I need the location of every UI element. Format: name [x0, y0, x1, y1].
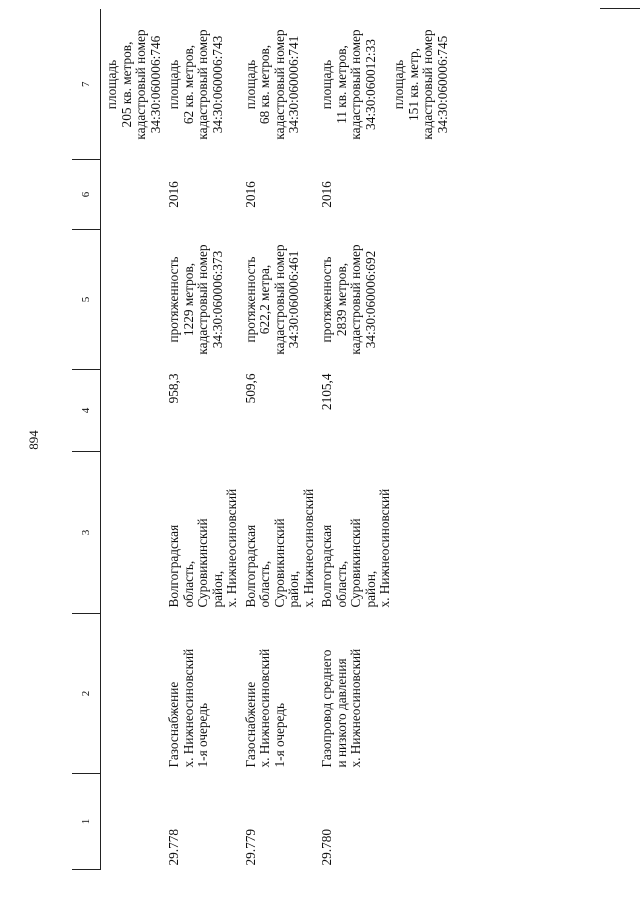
- object-notes-line: кадастровый номер: [133, 29, 148, 140]
- column-header-6: 6: [72, 160, 101, 230]
- object-notes-line: 11 кв. метров,: [333, 45, 349, 124]
- table-body: [105, 10, 454, 870]
- object-notes-line: 68 кв. метров,: [257, 44, 272, 125]
- column-header-1: 1: [72, 774, 101, 870]
- object-name-line: х. Нижнеосиновский: [180, 648, 196, 768]
- row-number-cell: [105, 774, 163, 870]
- object-notes-line: 34:30:060006:743: [209, 35, 225, 134]
- object-characteristics-line: протяженность: [242, 256, 258, 343]
- object-name-line: 1-я очередь: [271, 702, 287, 768]
- object-location-line: район,: [209, 570, 225, 608]
- object-notes-line: 34:30:060006:745: [434, 35, 450, 134]
- row-number-cell: 29.779: [242, 828, 258, 866]
- object-location-line: Суровикинский: [348, 518, 363, 608]
- object-location-line: Волгоградская: [242, 524, 258, 608]
- object-characteristics-line: кадастровый номер: [195, 244, 210, 355]
- object-notes-line: 62 кв. метров,: [180, 44, 196, 125]
- table-row: [105, 10, 163, 870]
- object-name-line: 1-я очередь: [195, 702, 210, 768]
- object-location-line: Суровикинский: [195, 518, 210, 608]
- object-notes-line: 34:30:060006:741: [286, 35, 301, 134]
- object-value-cell: 958,3: [166, 373, 181, 404]
- object-location-line: Суровикинский: [271, 518, 287, 608]
- object-name-line: х. Нижнеосиновский: [257, 648, 272, 768]
- object-location-line: область,: [257, 560, 272, 608]
- corner-rule: [600, 8, 640, 9]
- object-location-cell: [105, 452, 163, 614]
- object-name-line: и низкого давления: [333, 658, 349, 768]
- object-year-cell: 2016: [319, 181, 334, 208]
- object-location-line: х. Нижнеосиновский: [300, 488, 316, 608]
- object-notes-line: 34:30:060012:33: [362, 39, 378, 130]
- object-notes-line: кадастровый номер: [271, 29, 287, 140]
- object-location-cell: [320, 452, 450, 614]
- object-name-line: х. Нижнеосиновский: [348, 648, 363, 768]
- object-notes-cell: [167, 10, 240, 160]
- object-characteristics-cell: [244, 230, 317, 370]
- table-row: [244, 10, 317, 870]
- table-row: [320, 10, 450, 870]
- object-characteristics-line: 34:30:060006:692: [362, 250, 378, 349]
- object-notes-line: площадь: [319, 59, 334, 110]
- object-characteristics-line: кадастровый номер: [271, 244, 287, 355]
- object-notes-line: площадь: [104, 59, 119, 110]
- object-location-line: район,: [362, 570, 378, 608]
- object-notes-line: площадь: [391, 59, 406, 110]
- object-characteristics-line: 34:30:060006:373: [209, 250, 225, 349]
- object-notes-cell: [244, 10, 317, 160]
- object-location-line: Волгоградская: [166, 524, 181, 608]
- rotated-page: [26, 10, 632, 870]
- column-header-4: 4: [72, 370, 101, 452]
- row-number-cell: 29.778: [166, 828, 181, 866]
- object-name-cell: [320, 614, 450, 774]
- page-number: 894: [26, 430, 41, 450]
- column-header-7: 7: [72, 10, 101, 160]
- object-value-cell: 509,6: [242, 373, 258, 404]
- row-number-cell: 29.780: [319, 828, 334, 866]
- object-notes-line: 151 кв. метр,: [405, 48, 421, 121]
- object-value-cell: [105, 370, 163, 452]
- object-notes-cell: [105, 10, 163, 160]
- object-characteristics-line: 1229 метров,: [180, 262, 196, 337]
- object-characteristics-cell: [105, 230, 163, 370]
- object-notes-line: площадь: [242, 59, 258, 110]
- object-notes-line: 205 кв. метров,: [118, 41, 134, 128]
- object-location-line: х. Нижнеосиновский: [377, 488, 392, 608]
- object-notes-line: кадастровый номер: [195, 29, 210, 140]
- object-notes-line: кадастровый номер: [348, 29, 363, 140]
- object-location-cell: [244, 452, 317, 614]
- column-header-3: 3: [72, 452, 101, 614]
- object-characteristics-cell: [167, 230, 240, 370]
- object-characteristics-line: кадастровый номер: [348, 244, 363, 355]
- object-name-line: Газопровод среднего: [319, 649, 334, 768]
- object-name-cell: [105, 614, 163, 774]
- object-name-cell: [244, 614, 317, 774]
- object-notes-cell: [320, 10, 450, 160]
- object-location-line: область,: [333, 560, 349, 608]
- object-characteristics-line: 622,2 метра,: [257, 264, 272, 335]
- header-row: [72, 10, 101, 870]
- object-notes-line: кадастровый номер: [420, 29, 435, 140]
- table-row: [167, 10, 240, 870]
- object-year-cell: 2016: [242, 181, 258, 208]
- object-year-cell: [105, 160, 163, 230]
- object-notes-line: 34:30:060006:746: [147, 35, 163, 134]
- object-location-line: х. Нижнеосиновский: [224, 488, 239, 608]
- object-name-line: Газоснабжение: [166, 681, 181, 768]
- object-characteristics-line: 34:30:060006:461: [286, 250, 301, 349]
- object-value-cell: 2105,4: [319, 373, 334, 411]
- registry-table: [72, 10, 454, 871]
- column-header-5: 5: [72, 230, 101, 370]
- object-name-line: Газоснабжение: [242, 681, 258, 768]
- object-characteristics-line: 2839 метров,: [333, 262, 349, 337]
- object-location-line: Волгоградская: [319, 524, 334, 608]
- object-year-cell: 2016: [166, 181, 181, 208]
- object-characteristics-line: протяженность: [166, 256, 181, 343]
- object-location-line: область,: [180, 560, 196, 608]
- object-characteristics-line: протяженность: [319, 256, 334, 343]
- column-header-2: 2: [72, 614, 101, 774]
- object-notes-line: площадь: [166, 59, 181, 110]
- object-name-cell: [167, 614, 240, 774]
- object-location-cell: [167, 452, 240, 614]
- object-location-line: район,: [286, 570, 301, 608]
- object-characteristics-cell: [320, 230, 450, 370]
